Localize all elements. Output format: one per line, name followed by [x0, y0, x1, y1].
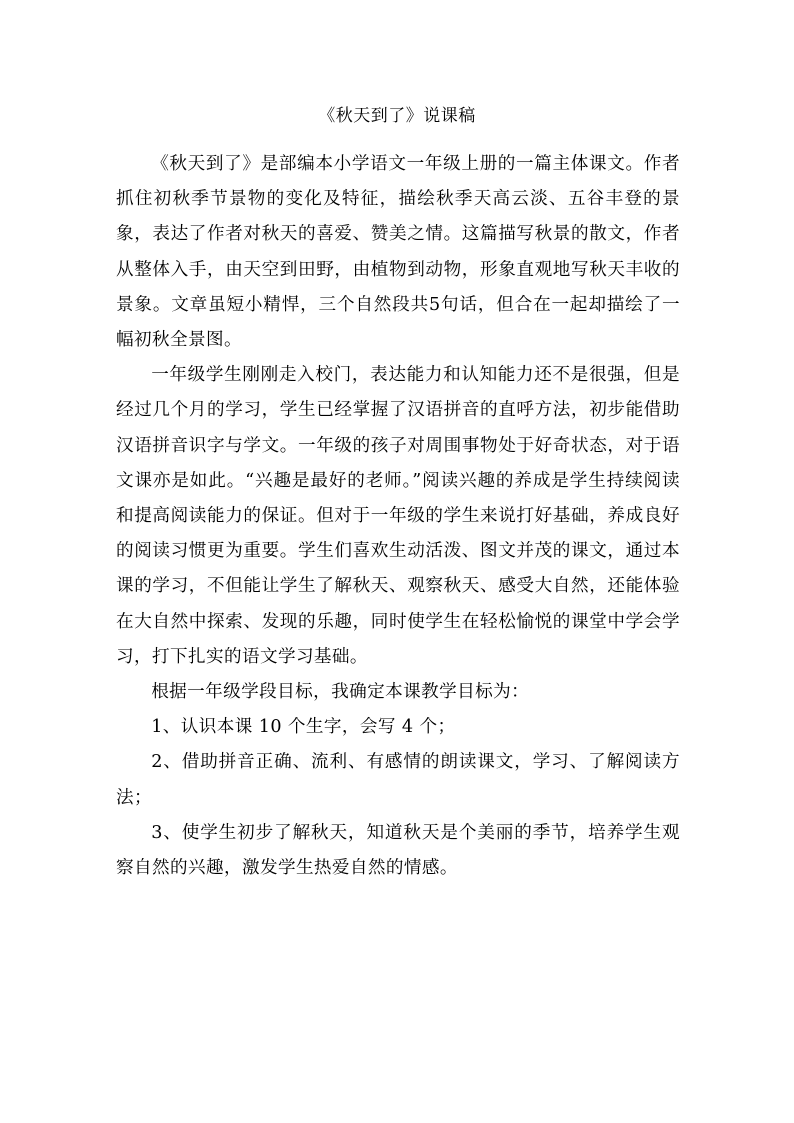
paragraph-objectives-lead: 根据一年级学段目标，我确定本课教学目标为： — [151, 682, 530, 703]
paragraph-intro: 《秋天到了》是部编本小学语文一年级上册的一篇主体课文。作者抓住初秋季节景物的变化及特征，描绘秋季天高云淡、五谷丰登的景象，表达了作者对秋天的喜爱、赞美之情。这篇描写秋景的散文，作者从整体入手，由天空到田野，由植物到动物，形象直观地写秋天丰收的景象。文章虽短小精悍，三个自然段共5句话，但合在一起却描绘了一幅初秋全景图。 — [116, 154, 680, 351]
document-title: 《秋天到了》说课稿 — [318, 106, 476, 126]
objective-item-3: 3、使学生初步了解秋天，知道秋天是个美丽的季节，培养学生观察自然的兴趣，激发学生热爱自然的情感。 — [116, 822, 680, 879]
document-body — [116, 147, 680, 886]
objective-item-1: 1、认识本课 10 个生字，会写 4 个； — [151, 717, 456, 738]
paragraph-student-analysis: 一年级学生刚刚走入校门，表达能力和认知能力还不是很强，但是经过几个月的学习，学生已经掌握了汉语拼音的直呼方法，初步能借助汉语拼音识字与学文。一年级的孩子对周围事物处于好奇状态，对于语文课亦是如此。“兴趣是最好的老师。”阅读兴趣的养成是学生持续阅读和提高阅读能力的保证。但对于一年级的学生来说打好基础，养成良好的阅读习惯更为重要。学生们喜欢生动活泼、图文并茂的课文，通过本课的学习，不但能让学生了解秋天、观察秋天、感受大自然，还能体验在大自然中探索、发现的乐趣，同时使学生在轻松愉悦的课堂中学会学习，打下扎实的语文学习基础。 — [116, 365, 680, 667]
objective-item-2: 2、借助拼音正确、流利、有感情的朗读课文，学习、了解阅读方法； — [116, 752, 680, 808]
